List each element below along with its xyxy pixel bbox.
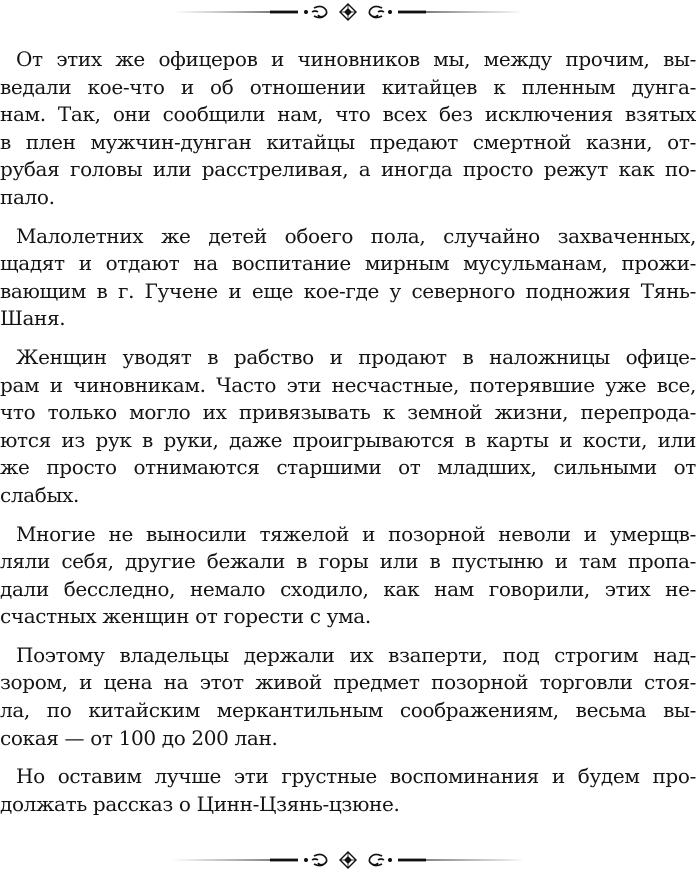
paragraph-3: [0, 344, 696, 510]
paragraph-5: [0, 642, 696, 752]
text-line: ются из рук в руки, даже проигрываются в карты и кости, или: [0, 427, 696, 452]
text-line: в плен мужчин-дунган китайцы предают смертной казни, от-: [0, 129, 696, 154]
paragraph-2: [0, 223, 696, 333]
text-line: вающим в г. Гучене и еще кое-где у северного подножия Тянь-: [0, 278, 696, 303]
text-line: Но оставим лучше эти грустные воспоминания и будем про-: [16, 764, 696, 789]
text-line: слабых.: [0, 482, 79, 507]
text-line: рам и чиновникам. Часто эти несчастные, потерявшие уже все,: [0, 372, 696, 397]
text-line: Малолетних же детей обоего пола, случайно захваченных,: [16, 223, 696, 248]
text-line: должать рассказ о Цинн-Цзянь-цзюне.: [0, 791, 400, 816]
body-text: [0, 46, 696, 829]
text-line: Многие не выносили тяжелой и позорной неволи и умерщв-: [16, 521, 696, 546]
text-line: Женщин уводят в рабство и продают в наложницы офице-: [16, 344, 696, 369]
top-ornament-divider: [170, 2, 526, 22]
text-line: щадят и отдают на воспитание мирным мусульманам, прожи-: [0, 251, 696, 276]
ornament-icon: [170, 2, 526, 22]
text-line: же просто отнимаются старшими от младших, сильными от: [0, 455, 696, 480]
text-line: пало.: [0, 184, 55, 209]
text-line: ведали кое-что и об отношении китайцев к пленным дунга-: [0, 74, 696, 99]
text-line: Поэтому владельцы держали их взаперти, под строгим над-: [16, 642, 696, 667]
text-line: нам. Так, они сообщили нам, что всех без исключения взятых: [0, 102, 696, 127]
text-line: рубая головы или расстреливая, а иногда просто режут как по-: [0, 157, 696, 182]
ornament-icon: [170, 850, 526, 870]
text-line: что только могло их привязывать к земной жизни, перепрода-: [0, 400, 696, 425]
text-line: зором, и цена на этот живой предмет позорной торговли стоя-: [0, 670, 696, 695]
text-line: ляли себя, другие бежали в горы или в пустыню и там пропа-: [0, 549, 696, 574]
paragraph-4: [0, 521, 696, 631]
paragraph-1: [0, 46, 696, 212]
text-line: счастных женщин от горести с ума.: [0, 604, 371, 629]
text-line: дали бесследно, немало сходило, как нам говорили, этих не-: [0, 576, 696, 601]
text-line: От этих же офицеров и чиновников мы, между прочим, вы-: [16, 47, 696, 71]
bottom-ornament-divider: [170, 850, 526, 870]
text-line: сокая — от 100 до 200 лан.: [0, 725, 278, 750]
text-line: ла, по китайским меркантильным соображениям, весьма вы-: [0, 698, 696, 723]
paragraph-6: [0, 763, 696, 818]
text-line: Шаня.: [0, 306, 66, 331]
